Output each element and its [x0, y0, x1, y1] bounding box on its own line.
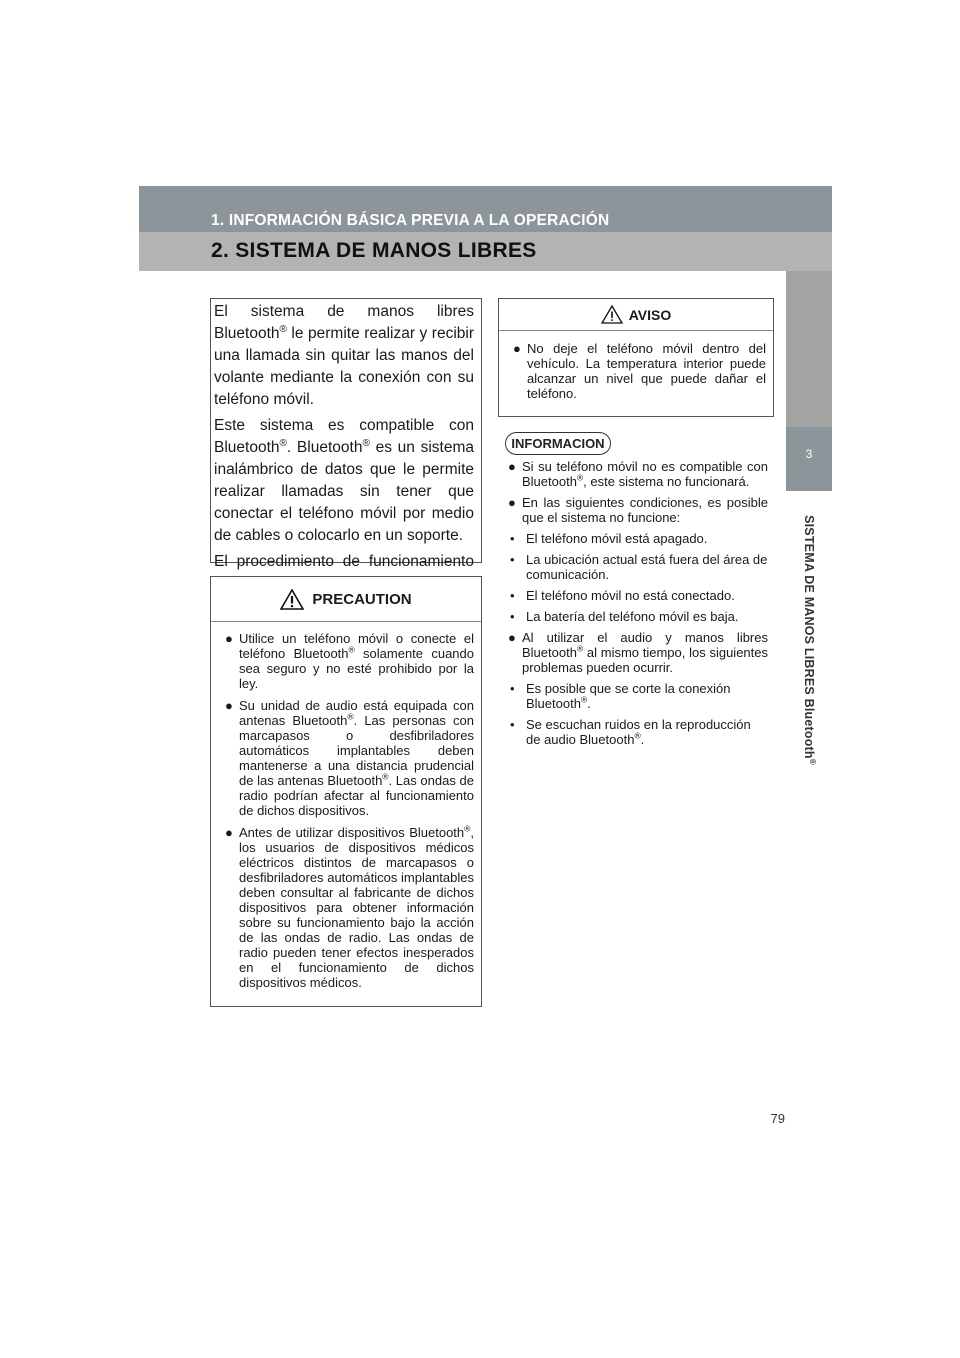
warning-triangle-icon: [280, 589, 304, 610]
bullet-icon: ●: [508, 459, 516, 474]
info-subitem: • Es posible que se corte la conexión Bluetooth®.: [510, 681, 731, 711]
info-item: ● En las siguientes condiciones, es posible que el sistema no funcione:: [508, 495, 768, 525]
bullet-icon: ●: [513, 341, 521, 356]
aviso-box: [498, 298, 774, 417]
informacion-section: [508, 459, 768, 753]
precaution-item: ● Antes de utilizar dispositivos Bluetooth®, los usuarios de dispositivos médicos eléctricos distintos de marcapasos o desfibriladores automáticos implantables deben consultar al fabricante de dichos dispositivos para obtener información sobre su funcionamiento bajo la acción de las ondas de radio. Las ondas de radio pueden tener efectos inesperados en el funcionamiento de dichos dispositivos médicos.: [225, 823, 474, 990]
info-subitem: • La batería del teléfono móvil es baja.: [510, 609, 739, 624]
bullet-icon: ●: [508, 630, 516, 645]
info-item: ● Si su teléfono móvil no es compatible con Bluetooth®, este sistema no funcionará.: [508, 459, 768, 489]
aviso-heading: AVISO: [628, 306, 672, 323]
aviso-item: ● No deje el teléfono móvil dentro del vehículo. La temperatura interior puede alcanzar un nivel que puede dañar el teléfono.: [513, 341, 766, 401]
info-item: ● Al utilizar el audio y manos libres Bluetooth® al mismo tiempo, los siguientes problemas pueden ocurrir.: [508, 630, 768, 675]
precaution-item: ● Utilice un teléfono móvil o conecte el teléfono Bluetooth® solamente cuando sea seguro y no esté prohibido por la ley.: [225, 631, 474, 691]
precaution-heading: PRECAUTION: [312, 590, 412, 608]
bullet-icon: ●: [225, 698, 233, 713]
aviso-header: [499, 299, 773, 331]
bullet-icon: ●: [225, 631, 233, 646]
warning-triangle-outline-icon: [601, 305, 623, 324]
section-title: 1. INFORMACIÓN BÁSICA PREVIA A LA OPERACIÓN: [211, 212, 610, 229]
bullet-icon: ●: [508, 495, 516, 510]
page-number: 79: [770, 1111, 785, 1126]
intro-paragraph-1: El sistema de manos libres Bluetooth® le permite realizar y recibir una llamada sin quitar las manos del volante mediante la conexión con su teléfono móvil.: [214, 303, 474, 408]
informacion-tag: INFORMACION: [505, 432, 611, 455]
intro-box: [210, 298, 482, 570]
page-title: 2. SISTEMA DE MANOS LIBRES: [211, 239, 537, 262]
bullet-icon: ●: [225, 825, 233, 840]
precaution-item: ● Su unidad de audio está equipada con antenas Bluetooth®. Las personas con marcapasos o desfibriladores automáticos implantables deben mantenerse a una distancia prudencial de las antenas Bluetooth®. Las ondas de radio podrían afectar al funcionamiento de dichos dispositivos.: [225, 698, 474, 818]
side-strip: [786, 271, 832, 427]
info-subitem: • La ubicación actual está fuera del área de comunicación.: [510, 552, 768, 582]
chapter-number: 3: [805, 447, 813, 461]
intro-paragraph-2: Este sistema es compatible con Bluetooth®. Bluetooth® es un sistema inalámbrico de datos que le permite realizar llamadas sin tener que conectar el teléfono móvil por medio de cables o colocarlo en un soporte.: [214, 417, 474, 544]
info-subitem: • Se escuchan ruidos en la reproducción de audio Bluetooth®.: [510, 717, 751, 747]
chapter-label: SISTEMA DE MANOS LIBRES Bluetooth®: [802, 515, 818, 765]
precaution-header: [211, 577, 481, 622]
info-subitem: • El teléfono móvil está apagado.: [510, 531, 708, 546]
precaution-box: [210, 576, 482, 1007]
info-subitem: • El teléfono móvil no está conectado.: [510, 588, 735, 603]
intro-paragraph-3: El procedimiento de funcionamiento: [214, 553, 474, 570]
registered-mark: ®: [808, 758, 818, 765]
